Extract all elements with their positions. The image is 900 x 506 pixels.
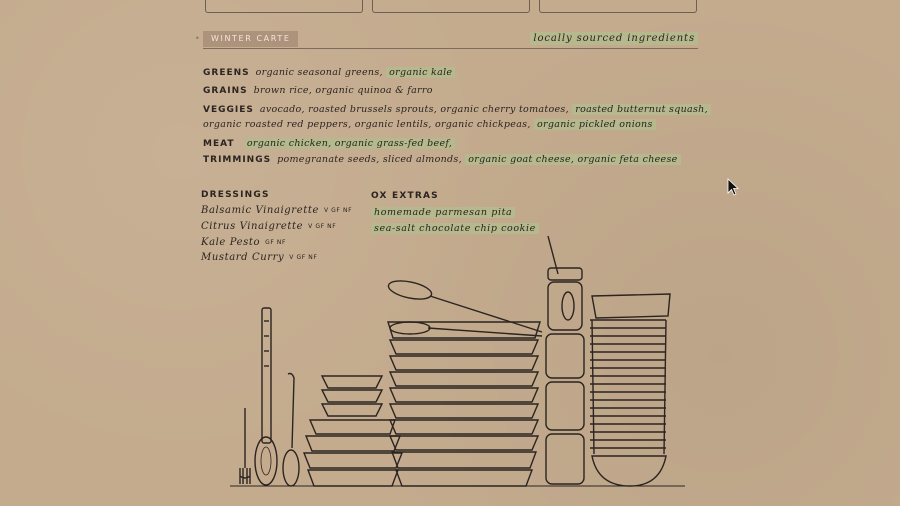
dish-stack-icon (387, 278, 542, 486)
season-label: WINTER CARTE (203, 31, 298, 47)
menu-items-highlighted: organic kale (386, 67, 455, 78)
top-nav-tab-1[interactable] (205, 0, 363, 13)
mouse-pointer-icon (727, 178, 739, 196)
menu-category: MEAT (203, 139, 235, 149)
menu-items-highlighted: organic pickled onions (534, 119, 656, 130)
menu-line (203, 84, 433, 98)
menu-items: organic roasted red peppers, organic lentils, organic chickpeas, (203, 119, 531, 130)
plate-stack-icon (590, 294, 670, 486)
top-nav-tab-3[interactable] (539, 0, 697, 13)
menu-header (195, 31, 698, 49)
tagline: locally sourced ingredients (530, 32, 698, 45)
diet-tags: V GF NF (323, 207, 353, 214)
dressing-name: Balsamic Vinaigrette (201, 205, 319, 216)
menu-items-highlighted: roasted butternut squash, (572, 104, 711, 115)
top-nav-tab-2[interactable] (372, 0, 530, 13)
diet-tags: GF NF (265, 239, 287, 246)
menu-line (203, 118, 656, 131)
menu-category: TRIMMINGS (203, 155, 272, 165)
bullet-icon: • (195, 34, 200, 43)
extras-title: OX EXTRAS (371, 191, 439, 201)
jar-stack-icon (546, 236, 584, 484)
menu-category: VEGGIES (203, 105, 254, 115)
diet-tags: V GF NF (308, 223, 337, 230)
dressing-name: Kale Pesto (201, 237, 261, 248)
menu-line (203, 66, 455, 80)
diet-tags: V GF NF (289, 254, 318, 261)
dressing-item (201, 220, 336, 233)
dressing-name: Citrus Vinaigrette (201, 221, 304, 232)
extra-item (371, 206, 515, 219)
dressing-name: Mustard Curry (201, 252, 285, 263)
small-spoon-icon (283, 374, 299, 487)
header-divider (203, 48, 698, 49)
menu-items-highlighted: organic chicken, organic grass-fed beef, (244, 138, 455, 149)
menu-items: pomegranate seeds, sliced almonds, (277, 154, 462, 165)
kitchenware-stack-illustration (230, 236, 690, 498)
bowl-stack-icon (304, 376, 402, 486)
tall-spoon-icon (255, 308, 277, 485)
menu-items: organic seasonal greens, (255, 67, 383, 78)
menu-category: GREENS (203, 68, 250, 78)
extra-item-label: homemade parmesan pita (371, 207, 515, 218)
menu-items: brown rice, organic quinoa & farro (253, 85, 433, 96)
menu-items-highlighted: organic goat cheese, organic feta cheese (465, 154, 680, 165)
extra-item-label: sea-salt chocolate chip cookie (371, 223, 539, 234)
menu-line (203, 103, 711, 117)
dressings-title: DRESSINGS (201, 190, 270, 200)
menu-line (203, 153, 681, 167)
fork-icon (240, 408, 250, 484)
menu-items: avocado, roasted brussels sprouts, organic cherry tomatoes, (259, 104, 569, 115)
dressing-item (201, 204, 352, 217)
menu-line (203, 137, 455, 151)
extra-item (371, 222, 539, 235)
menu-category: GRAINS (203, 86, 248, 96)
